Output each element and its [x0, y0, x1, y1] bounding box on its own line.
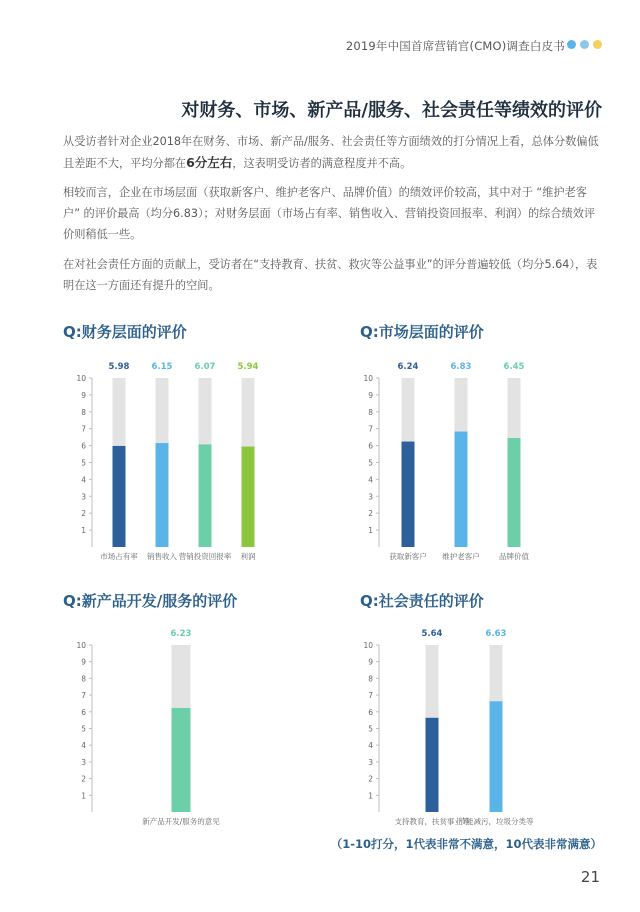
bar — [113, 446, 126, 547]
page-title: 对财务、市场、新产品/服务、社会责任等绩效的评价 — [181, 100, 602, 121]
y-tick-label: 8 — [81, 674, 86, 684]
bar — [172, 708, 191, 812]
y-tick-label: 1 — [368, 791, 373, 801]
y-tick-label: 1 — [368, 526, 373, 536]
category-label: 销售收入 — [147, 552, 177, 561]
y-tick-label: 5 — [81, 724, 86, 734]
yellow-dot-icon — [593, 40, 602, 49]
category-label: 获取新客户 — [389, 552, 427, 561]
y-tick-label: 4 — [368, 741, 373, 751]
rating-scale-note: （1-10打分，1代表非常不满意，10代表非常满意） — [330, 837, 602, 851]
category-label: 营销投资回报率 — [178, 552, 232, 561]
y-tick-label: 10 — [363, 374, 373, 383]
y-tick-label: 6 — [368, 707, 373, 717]
bar — [508, 438, 521, 547]
category-label: 维护老客户 — [442, 552, 480, 561]
y-tick-label: 1 — [81, 526, 86, 536]
y-tick-label: 5 — [368, 458, 373, 468]
y-tick-label: 2 — [368, 509, 373, 519]
y-tick-label: 9 — [81, 390, 86, 400]
bar — [199, 444, 212, 547]
y-tick-label: 5 — [81, 458, 86, 468]
bar — [455, 432, 468, 547]
bar-value-label: 5.94 — [237, 362, 259, 372]
y-tick-label: 9 — [81, 657, 86, 667]
y-tick-label: 9 — [368, 390, 373, 400]
bar-value-label: 6.45 — [503, 362, 525, 372]
y-tick-label: 3 — [81, 492, 86, 502]
bar-value-label: 6.24 — [397, 362, 419, 372]
y-tick-label: 5 — [368, 724, 373, 734]
header-title: 2019年中国首席营销官(CMO)调查白皮书 — [345, 39, 565, 53]
y-tick-label: 10 — [363, 641, 373, 650]
y-tick-label: 4 — [368, 475, 373, 485]
bar-value-label: 6.63 — [485, 629, 507, 639]
y-tick-label: 2 — [81, 774, 86, 784]
paragraph-1-pre: 从受访者针对企业2018年在财务、市场、新产品/服务、社会责任等方面绩效的打分情况上看，总体分数偏低且差距不大，平均分都在 — [63, 135, 599, 170]
chart-title-new-product: Q:新产品开发/服务的评价 — [63, 592, 238, 610]
chart-new-product — [78, 620, 288, 832]
paragraph-1-post: ，这表明受访者的满意程度并不高。 — [232, 157, 412, 170]
bar-value-label: 6.15 — [151, 362, 173, 372]
y-tick-label: 8 — [368, 674, 373, 684]
chart-social — [365, 620, 575, 832]
y-tick-label: 4 — [81, 475, 86, 485]
y-tick-label: 3 — [368, 492, 373, 502]
y-tick-label: 6 — [81, 707, 86, 717]
paragraph-1-bold: 6分左右 — [186, 155, 233, 170]
y-tick-label: 2 — [81, 509, 86, 519]
category-label: 节能减污，垃圾分类等 — [458, 817, 534, 826]
y-tick-label: 6 — [368, 441, 373, 451]
y-tick-label: 10 — [76, 374, 86, 383]
y-tick-label: 9 — [368, 657, 373, 667]
bar-value-label: 6.07 — [194, 362, 216, 372]
chart-finance — [78, 350, 288, 565]
page-number: 21 — [580, 868, 600, 886]
y-tick-label: 7 — [368, 691, 373, 701]
paragraph-3: 在对社会责任方面的贡献上，受访者在“支持教育、扶贫、救灾等公益事业”的评分普遍较低（均分5.64），表明在这一方面还有提升的空间。 — [63, 258, 598, 292]
category-label: 利润 — [240, 552, 256, 561]
blue-dot-icon — [567, 40, 576, 49]
y-tick-label: 7 — [81, 424, 86, 434]
bar — [426, 718, 439, 812]
paragraph-1 — [63, 131, 603, 174]
chart-title-finance: Q:财务层面的评价 — [63, 323, 187, 341]
bar — [490, 701, 503, 812]
y-tick-label: 8 — [368, 407, 373, 417]
chart-title-market: Q:市场层面的评价 — [360, 323, 484, 341]
bar-value-label: 6.23 — [170, 629, 192, 639]
bar — [402, 442, 415, 547]
category-label: 新产品开发/服务的意见 — [142, 817, 220, 826]
y-tick-label: 7 — [81, 691, 86, 701]
header-dots — [567, 40, 602, 49]
y-tick-label: 1 — [81, 791, 86, 801]
y-tick-label: 10 — [76, 641, 86, 650]
category-label: 品牌价值 — [499, 552, 529, 561]
y-tick-label: 7 — [368, 424, 373, 434]
bar — [156, 443, 169, 547]
chart-market — [365, 350, 565, 565]
y-tick-label: 4 — [81, 741, 86, 751]
bar-value-label: 5.98 — [108, 362, 130, 372]
category-label: 支持教育，扶贫事业等 — [394, 817, 470, 826]
bar-value-label: 6.83 — [450, 362, 472, 372]
y-tick-label: 3 — [368, 757, 373, 767]
y-tick-label: 2 — [368, 774, 373, 784]
y-tick-label: 3 — [81, 757, 86, 767]
y-tick-label: 6 — [81, 441, 86, 451]
y-tick-label: 8 — [81, 407, 86, 417]
bar — [242, 447, 255, 547]
paragraph-2: 相较而言，企业在市场层面（获取新客户、维护老客户、品牌价值）的绩效评价较高，其中对于 “维护老客户” 的评价最高（均分6.83）；对财务层面（市场占有率、销售收入、营销投资回报率、利润）的综合绩效评价则稍低一些。 — [63, 186, 596, 241]
chart-title-social: Q:社会责任的评价 — [360, 592, 484, 610]
category-label: 市场占有率 — [100, 552, 138, 561]
light-blue-dot-icon — [580, 40, 589, 49]
bar-value-label: 5.64 — [421, 629, 443, 639]
